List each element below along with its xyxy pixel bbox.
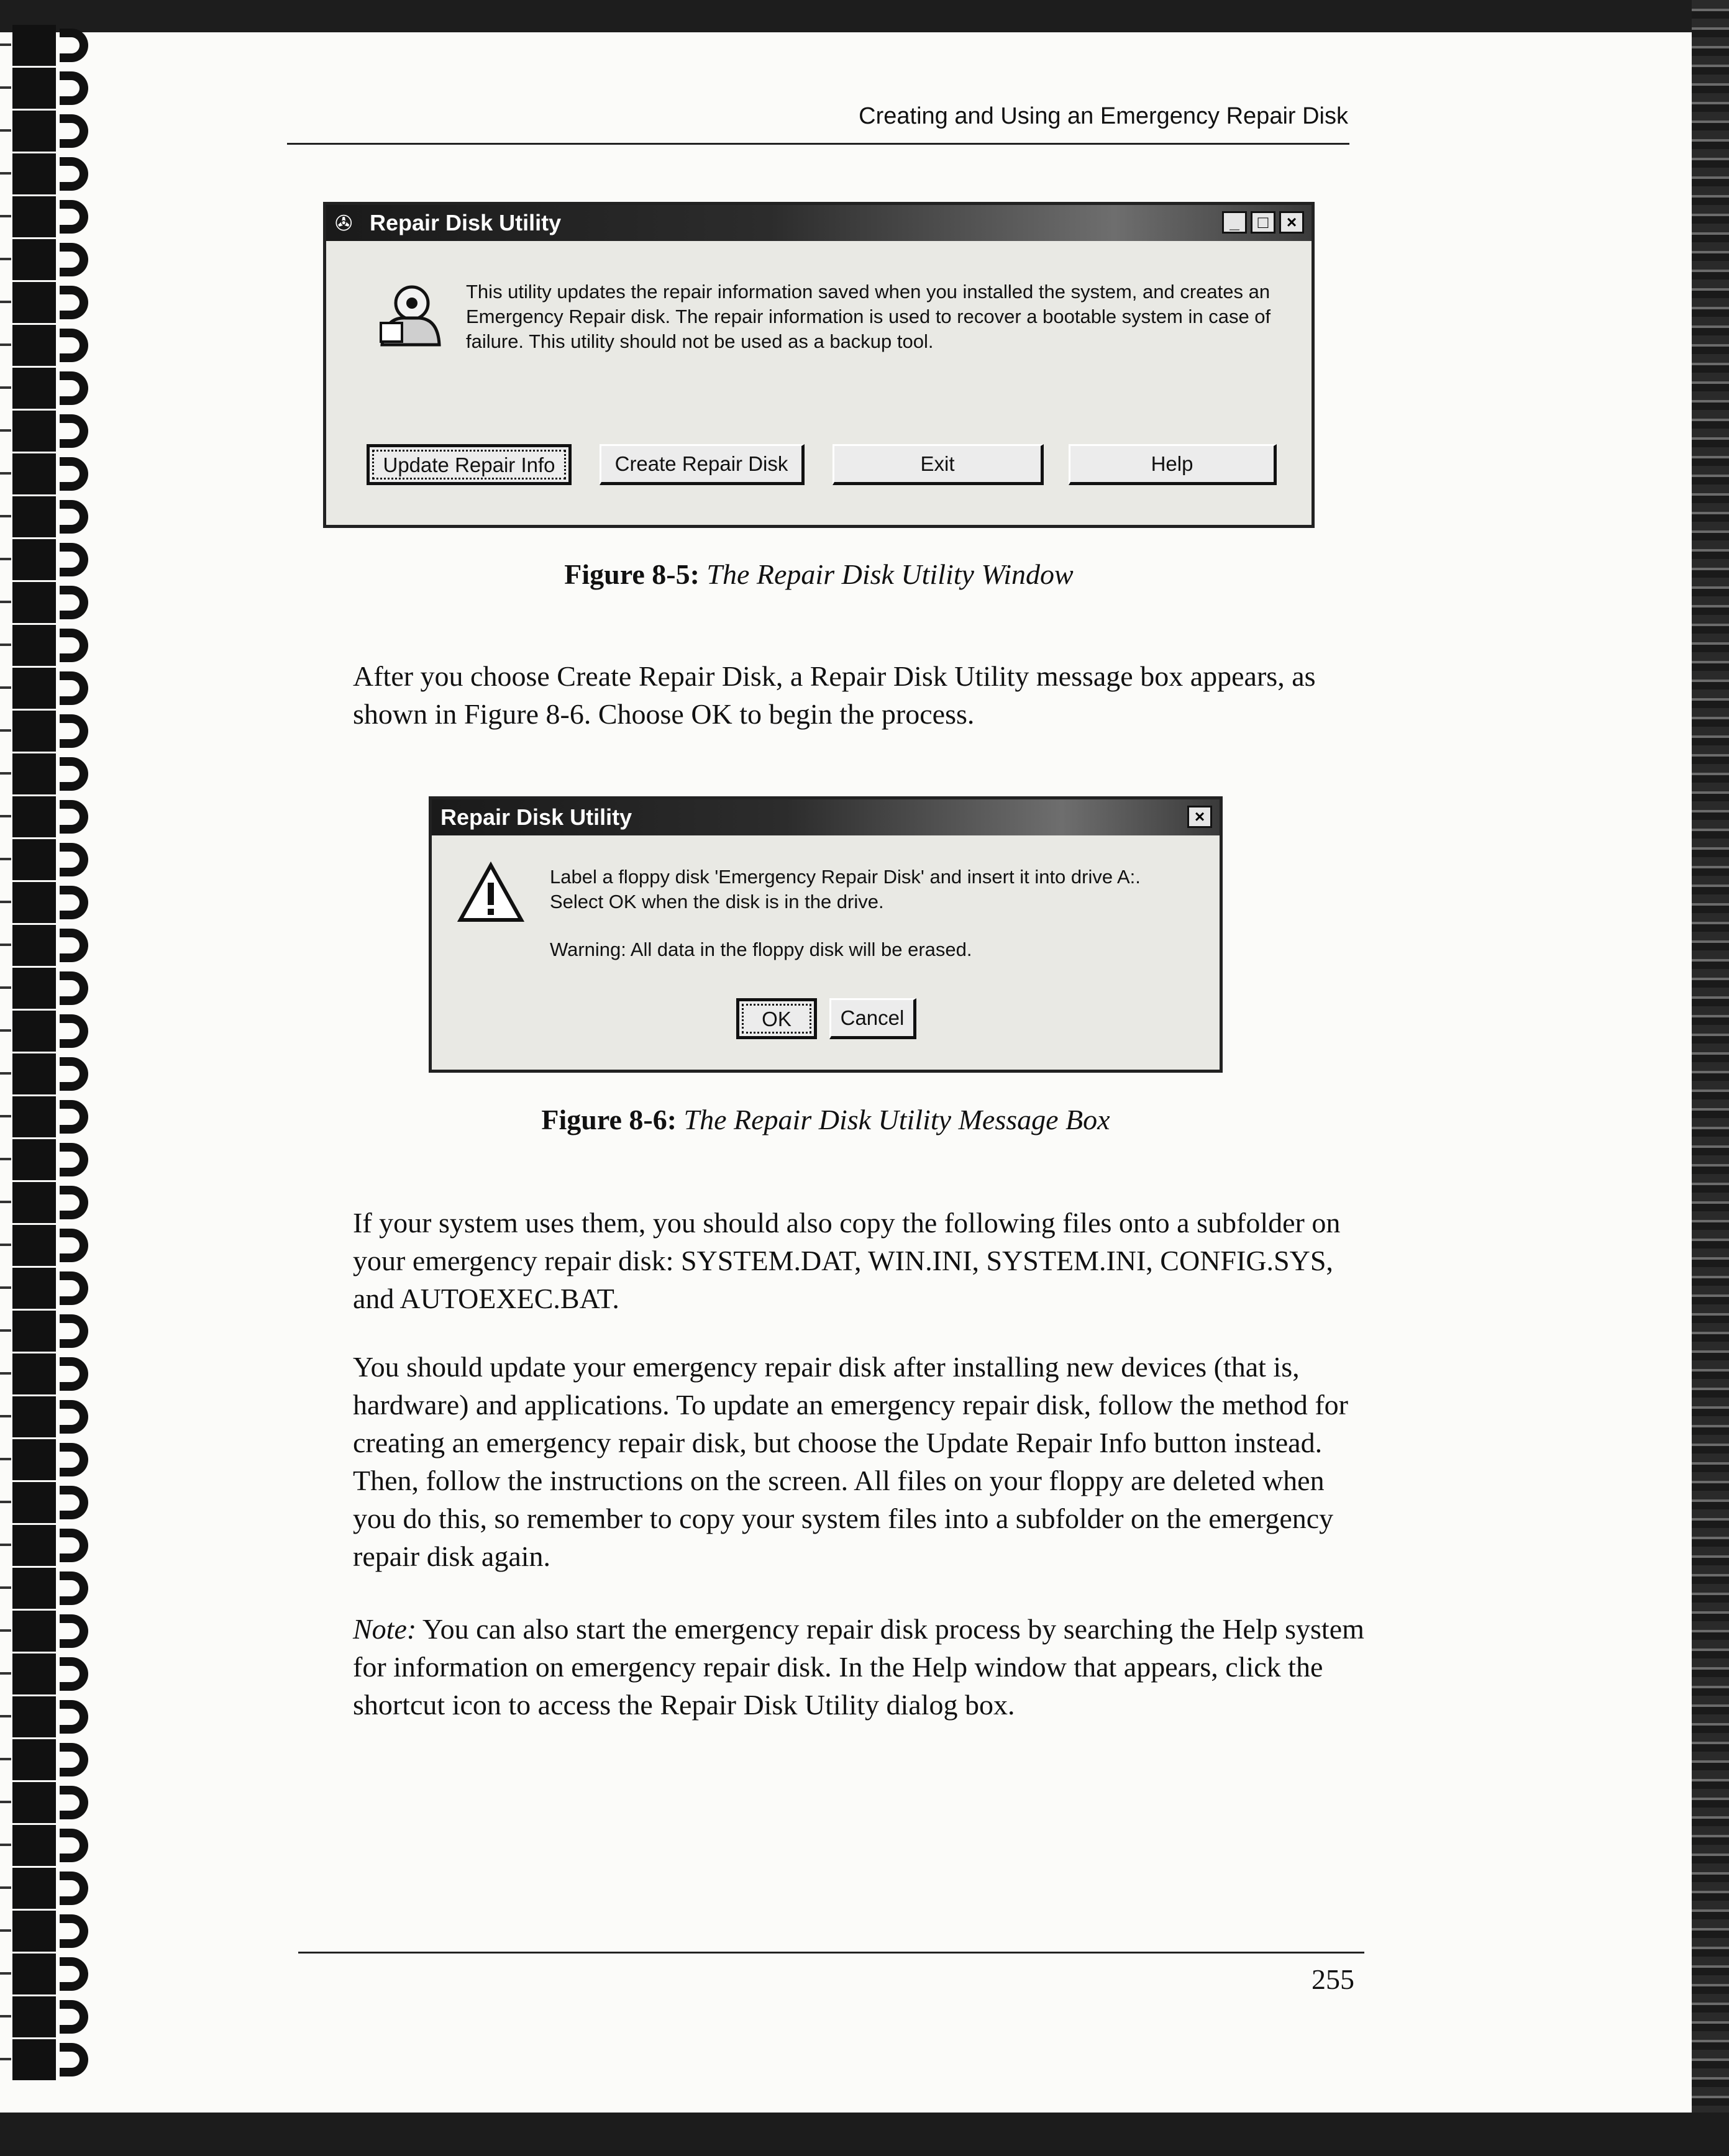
binding-ring (12, 1696, 56, 1737)
scan-top-edge (0, 0, 1729, 32)
binding-hook (60, 1100, 88, 1134)
binding-ring (12, 1739, 56, 1780)
note-paragraph (353, 1610, 1366, 1724)
binding-hook (60, 1314, 88, 1348)
repair-disk-app-icon: ✇ (335, 212, 353, 235)
binding-hook (60, 714, 88, 748)
warning-triangle-icon (457, 862, 525, 924)
binding-ring (12, 1011, 56, 1052)
binding-ring (12, 411, 56, 452)
binding-mark (0, 2058, 11, 2060)
footer-rule (298, 1952, 1364, 1954)
binding-hook (60, 1829, 88, 1862)
message-warning: Warning: All data in the floppy disk will be erased. (550, 939, 972, 960)
binding-mark (0, 129, 11, 132)
figure-5-caption (323, 558, 1315, 591)
binding-hook (60, 1529, 88, 1562)
binding-ring (12, 153, 56, 194)
binding-mark (0, 1972, 11, 1975)
paragraph-system-files: If your system uses them, you should also copy the following files onto a subfolder on your emergency repair disk: SYSTEM.DAT, WIN.INI, SYSTEM.INI, CONFIG.SYS, and AUTOEXEC.BAT. (353, 1207, 1341, 1314)
binding-hook (60, 886, 88, 919)
binding-hook (60, 1614, 88, 1648)
figure-6-caption (429, 1103, 1223, 1136)
binding-hook (60, 29, 88, 62)
cancel-button[interactable]: Cancel (829, 998, 916, 1039)
spiral-binding (0, 25, 106, 2118)
binding-mark (0, 472, 11, 475)
binding-mark (0, 1201, 11, 1203)
binding-mark (0, 1244, 11, 1246)
help-button[interactable]: Help (1069, 444, 1277, 485)
binding-ring (12, 1053, 56, 1094)
create-repair-disk-button[interactable]: Create Repair Disk (600, 444, 805, 485)
binding-ring (12, 25, 56, 66)
binding-ring (12, 1396, 56, 1437)
binding-mark (0, 1372, 11, 1375)
binding-hook (60, 757, 88, 791)
binding-ring (12, 1782, 56, 1823)
binding-ring (12, 1482, 56, 1523)
binding-ring (12, 625, 56, 666)
binding-ring (12, 1139, 56, 1180)
binding-ring (12, 539, 56, 580)
binding-mark (0, 815, 11, 817)
note-text: You can also start the emergency repair disk process by searching the Help system for information on emergency repair disk. In the Help window that appears, click the shortcut icon to access the Repair Disk Utility dialog box. (353, 1613, 1364, 1721)
binding-hook (60, 200, 88, 234)
binding-ring (12, 1439, 56, 1480)
binding-hook (60, 843, 88, 876)
binding-mark (0, 2015, 11, 2017)
binding-ring (12, 1525, 56, 1566)
binding-mark (0, 729, 11, 732)
binding-hook (60, 1229, 88, 1262)
binding-ring (12, 196, 56, 237)
window-title: Repair Disk Utility (370, 210, 562, 235)
binding-ring (12, 1182, 56, 1223)
binding-ring (12, 239, 56, 280)
binding-ring (12, 1996, 56, 2037)
binding-mark (0, 1586, 11, 1589)
window-message: This utility updates the repair information saved when you installed the system, and creates an Emergency Repair disk. The repair information is used to recover a bootable system in case of failure. This utility should not be used as a backup tool. (466, 281, 1271, 352)
binding-hook (60, 1700, 88, 1734)
binding-ring (12, 1268, 56, 1309)
binding-hook (60, 1657, 88, 1691)
repair-disk-utility-window (323, 202, 1315, 528)
binding-mark (0, 1929, 11, 1932)
close-button[interactable]: × (1187, 806, 1212, 828)
binding-mark (0, 944, 11, 946)
running-header: Creating and Using an Emergency Repair Disk (859, 103, 1348, 129)
figure-5-label: Figure 8-5: (564, 558, 700, 590)
binding-ring (12, 368, 56, 409)
binding-mark (0, 686, 11, 689)
binding-ring (12, 1353, 56, 1394)
binding-mark (0, 1329, 11, 1332)
scan-right-edge (1692, 0, 1729, 2156)
binding-ring (12, 839, 56, 880)
binding-hook (60, 371, 88, 405)
maximize-button[interactable]: □ (1251, 211, 1275, 234)
binding-mark (0, 258, 11, 260)
binding-hook (60, 629, 88, 662)
binding-ring (12, 68, 56, 109)
message-line-2: Select OK when the disk is in the drive. (550, 891, 884, 912)
binding-ring (12, 1611, 56, 1652)
binding-mark (0, 901, 11, 903)
binding-ring (12, 282, 56, 323)
binding-hook (60, 1186, 88, 1219)
title-bar (432, 799, 1220, 835)
binding-mark (0, 429, 11, 432)
binding-mark (0, 1758, 11, 1760)
binding-ring (12, 1954, 56, 1995)
binding-mark (0, 772, 11, 775)
binding-ring (12, 1868, 56, 1909)
paragraph-update-disk: You should update your emergency repair disk after installing new devices (that is, hardware) and applications. To update an emergency repair disk, follow the method for creating an emergency repair disk, but choose the Update Repair Info button instead. Then, follow the instructions on the screen. All files on your floppy are deleted when you do this, so remember to copy your system files into a subfolder on the emergency repair disk again. (353, 1351, 1348, 1572)
binding-hook (60, 329, 88, 362)
binding-ring (12, 753, 56, 794)
binding-mark (0, 558, 11, 560)
binding-mark (0, 1029, 11, 1032)
ok-button[interactable]: OK (736, 998, 817, 1039)
binding-hook (60, 1400, 88, 1434)
repair-disk-message-box (429, 796, 1223, 1073)
binding-ring (12, 968, 56, 1009)
binding-mark (0, 601, 11, 603)
binding-mark (0, 986, 11, 989)
binding-mark (0, 1072, 11, 1075)
binding-mark (0, 86, 11, 89)
binding-mark (0, 1415, 11, 1417)
binding-hook (60, 2043, 88, 2076)
binding-hook (60, 1743, 88, 1776)
binding-mark (0, 1629, 11, 1632)
binding-hook (60, 929, 88, 962)
binding-ring (12, 1096, 56, 1137)
binding-hook (60, 243, 88, 276)
note-label: Note: (353, 1613, 417, 1645)
binding-hook (60, 543, 88, 576)
binding-hook (60, 1872, 88, 1905)
binding-mark (0, 172, 11, 175)
figure-5-title: The Repair Disk Utility Window (706, 558, 1074, 590)
binding-hook (60, 1486, 88, 1519)
binding-ring (12, 2039, 56, 2080)
binding-mark (0, 1458, 11, 1460)
binding-ring (12, 1653, 56, 1694)
binding-mark (0, 43, 11, 46)
paragraph-create-disk: After you choose Create Repair Disk, a Repair Disk Utility message box appears, as shown in Figure 8-6. Choose OK to begin the process. (353, 660, 1316, 730)
binding-mark (0, 1286, 11, 1289)
binding-ring (12, 711, 56, 752)
binding-mark (0, 1501, 11, 1503)
binding-mark (0, 1115, 11, 1117)
binding-mark (0, 1672, 11, 1675)
binding-ring (12, 1911, 56, 1952)
binding-mark (0, 515, 11, 517)
message-line-1: Label a floppy disk 'Emergency Repair Disk' and insert it into drive A:. (550, 866, 1141, 888)
binding-hook (60, 457, 88, 491)
binding-mark (0, 1544, 11, 1546)
binding-mark (0, 1715, 11, 1717)
figure-6-label: Figure 8-6: (541, 1104, 677, 1135)
message-box-title: Repair Disk Utility (440, 804, 632, 830)
binding-hook (60, 671, 88, 705)
binding-ring (12, 496, 56, 537)
binding-mark (0, 1886, 11, 1889)
binding-ring (12, 668, 56, 709)
binding-ring (12, 1311, 56, 1352)
binding-hook (60, 586, 88, 619)
binding-hook (60, 286, 88, 319)
binding-hook (60, 1143, 88, 1176)
figure-6-title: The Repair Disk Utility Message Box (683, 1104, 1110, 1135)
binding-hook (60, 1014, 88, 1048)
binding-hook (60, 1572, 88, 1605)
binding-hook (60, 1357, 88, 1391)
user-with-disk-icon (376, 280, 444, 348)
binding-hook (60, 114, 88, 148)
binding-mark (0, 301, 11, 303)
exit-button[interactable]: Exit (833, 444, 1044, 485)
binding-ring (12, 1225, 56, 1266)
binding-hook (60, 414, 88, 448)
minimize-button[interactable]: _ (1222, 211, 1247, 234)
binding-hook (60, 1914, 88, 1948)
binding-hook (60, 1271, 88, 1305)
binding-ring (12, 925, 56, 966)
page-number: 255 (1312, 1963, 1354, 1995)
scan-bottom-edge (0, 2113, 1729, 2156)
binding-hook (60, 2000, 88, 2034)
binding-mark (0, 343, 11, 346)
update-repair-info-button[interactable]: Update Repair Info (367, 444, 572, 485)
close-button[interactable]: × (1279, 211, 1304, 234)
binding-hook (60, 1957, 88, 1991)
binding-hook (60, 157, 88, 191)
binding-hook (60, 1057, 88, 1091)
binding-hook (60, 71, 88, 105)
binding-ring (12, 1568, 56, 1609)
binding-hook (60, 500, 88, 534)
binding-mark (0, 1844, 11, 1846)
binding-mark (0, 1158, 11, 1160)
binding-hook (60, 1443, 88, 1476)
binding-ring (12, 453, 56, 494)
binding-ring (12, 882, 56, 923)
binding-hook (60, 800, 88, 834)
binding-ring (12, 111, 56, 152)
binding-ring (12, 796, 56, 837)
binding-mark (0, 1801, 11, 1803)
binding-mark (0, 215, 11, 217)
binding-mark (0, 644, 11, 646)
binding-hook (60, 1786, 88, 1819)
binding-mark (0, 858, 11, 860)
title-bar (326, 205, 1312, 241)
binding-ring (12, 1825, 56, 1866)
binding-hook (60, 971, 88, 1005)
binding-ring (12, 325, 56, 366)
binding-ring (12, 582, 56, 623)
binding-mark (0, 386, 11, 389)
header-rule (287, 143, 1349, 145)
